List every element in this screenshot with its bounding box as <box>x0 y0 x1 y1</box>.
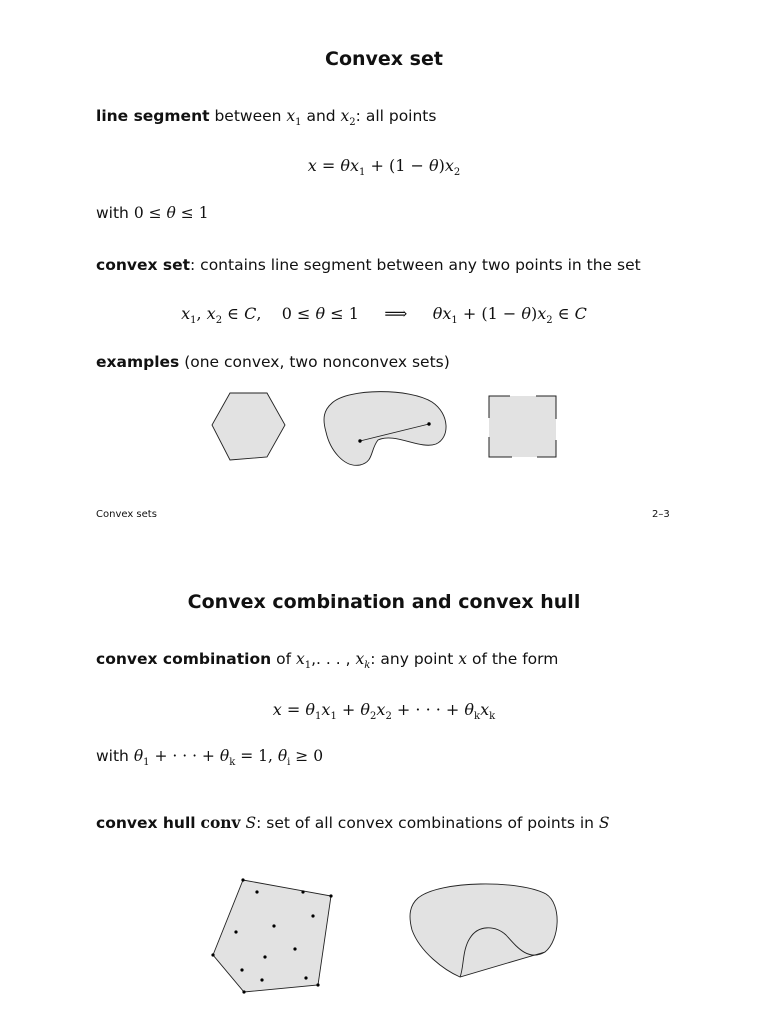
hexagon-convex-shape <box>212 393 285 460</box>
convex-set-definition: convex set: contains line segment between any two points in the set <box>96 256 641 274</box>
convex-hull-polygon <box>213 880 331 992</box>
term-convex-combination: convex combination <box>96 650 272 668</box>
point <box>255 890 258 893</box>
equation-convex-set: $x_1$, $x_2$ ∈ C, 0 ≤ θ ≤ 1 ⟹ $\theta x_1 + (1 - \theta)x_2$ ∈ C <box>181 304 587 327</box>
theta-range: with 0 ≤ θ ≤ 1 <box>96 204 209 222</box>
point <box>234 930 237 933</box>
point <box>329 894 332 897</box>
segment-endpoint <box>427 422 430 425</box>
term-line-segment: line segment <box>96 107 210 125</box>
slide-title-convex-combination: Convex combination and convex hull <box>187 591 581 613</box>
term-convex-set: convex set <box>96 256 191 274</box>
term-convex-hull: convex hull <box>96 814 196 832</box>
point <box>293 947 296 950</box>
square-nonconvex-shape <box>489 396 556 457</box>
point <box>272 924 275 927</box>
kidney-nonconvex-shape <box>324 392 446 466</box>
point <box>301 890 304 893</box>
point <box>211 953 214 956</box>
point <box>241 878 244 881</box>
point <box>311 914 314 917</box>
convex-hull-definition: convex hull conv S: set of all convex combinations of points in S <box>96 813 610 832</box>
theta-constraint: with $\theta_1$ + · · · + $\theta_k = 1$, $\theta_i \ge 0$ <box>96 747 324 769</box>
term-examples: examples <box>96 353 180 371</box>
point <box>316 983 319 986</box>
equation-line-segment: $x = \theta x_1 + (1 - \theta)x_2$ <box>307 156 461 179</box>
convex-combination-definition: convex combination of $x_1$,. . . , $x_k$: any point x of the form <box>96 650 559 672</box>
equation-convex-combination: $x = \theta_1x_1 + \theta_2x_2$ + · · · + $\theta_kx_k$ <box>272 700 496 723</box>
footer-page-number: 2–3 <box>652 509 670 520</box>
point <box>304 976 307 979</box>
examples-heading: examples (one convex, two nonconvex sets) <box>96 353 450 371</box>
segment-endpoint <box>358 439 361 442</box>
line-segment-definition: line segment between $x_1$ and $x_2$: all points <box>96 107 437 129</box>
point <box>260 978 263 981</box>
point <box>263 955 266 958</box>
conv-operator: conv <box>200 813 241 832</box>
point <box>242 990 245 993</box>
slide-title-convex-set: Convex set <box>325 48 443 70</box>
footer-section-name: Convex sets <box>96 509 157 520</box>
point <box>240 968 243 971</box>
kidney-hull-shape <box>410 884 557 977</box>
